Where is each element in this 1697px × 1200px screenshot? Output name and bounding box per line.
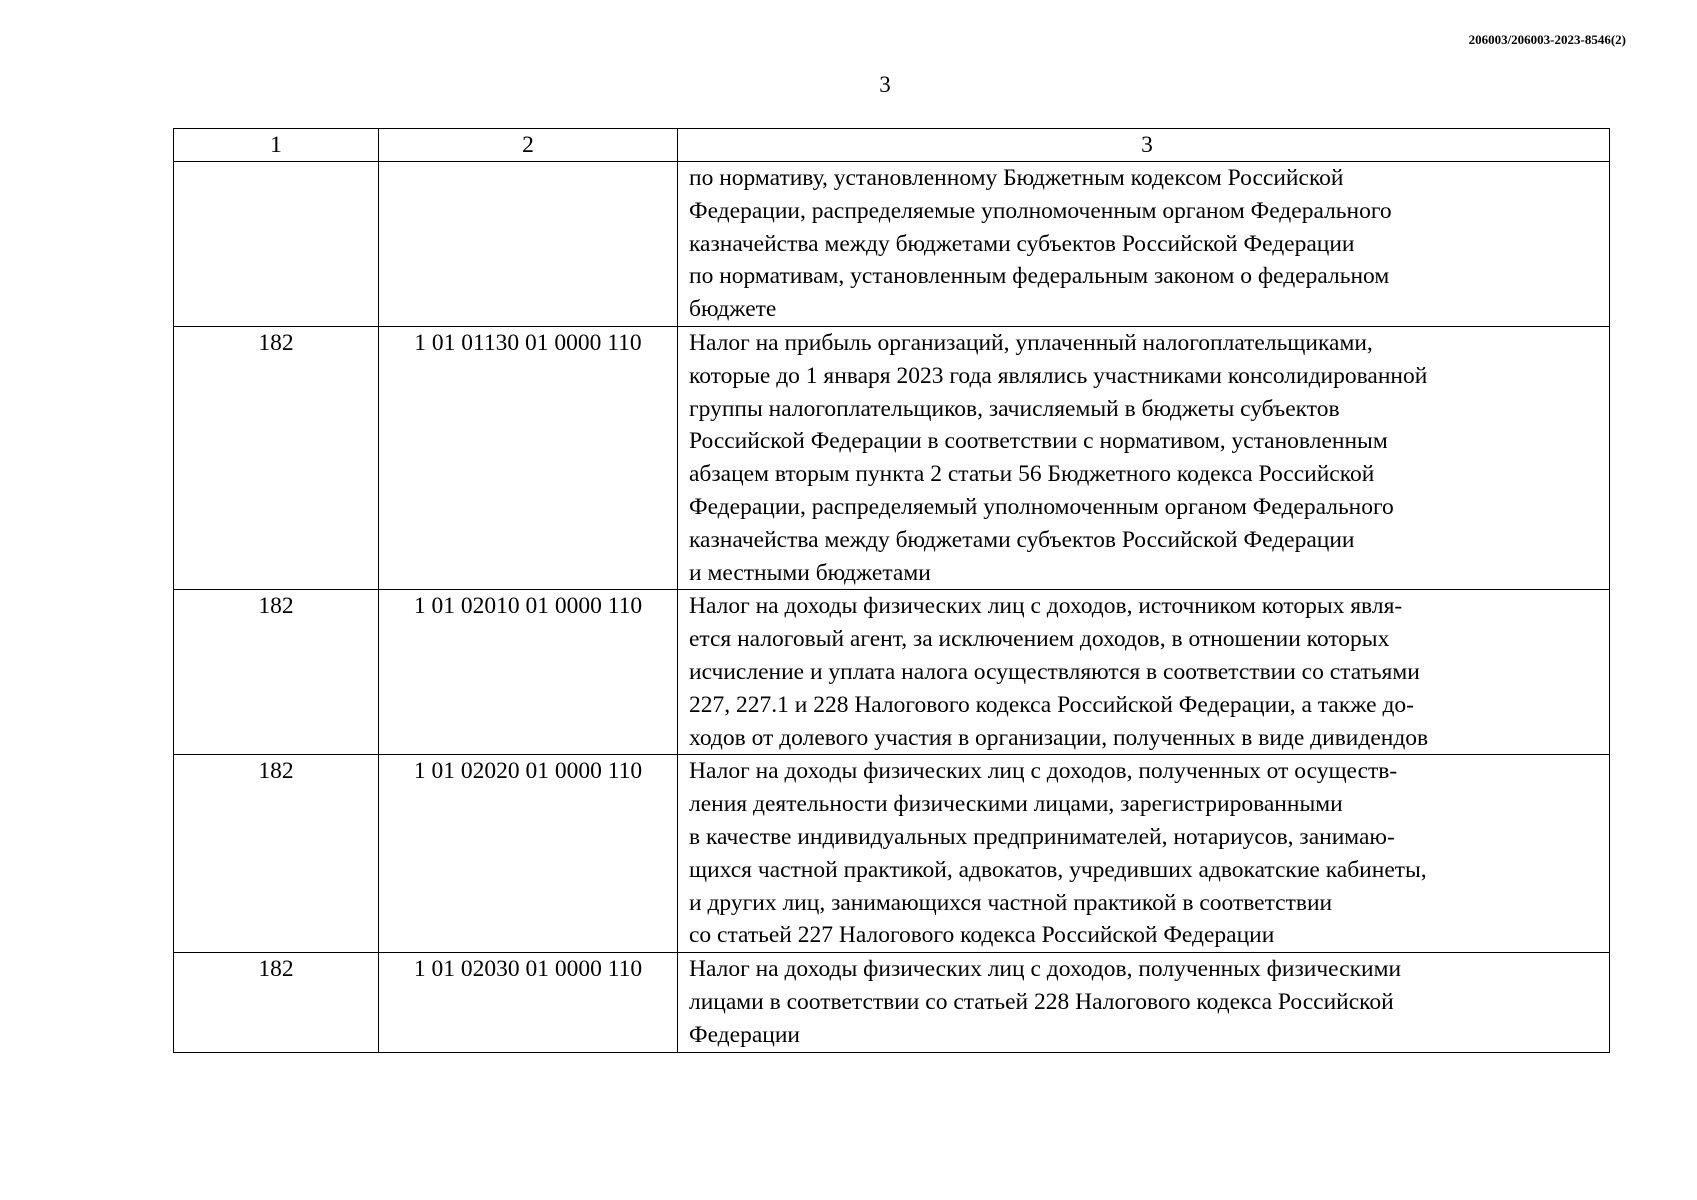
revenue-codes-table — [173, 128, 1610, 1053]
revenue-name-line: абзацем вторым пункта 2 статьи 56 Бюджетного кодекса Российской — [689, 461, 1375, 488]
revenue-name-line: и других лиц, занимающихся частной практикой в соответствии — [689, 889, 1333, 916]
budget-code-cell: 1 01 02030 01 0000 110 — [379, 953, 678, 1052]
admin-code-cell — [174, 162, 379, 327]
budget-code-cell: 1 01 02020 01 0000 110 — [379, 755, 678, 953]
revenue-name-line: ходов от долевого участия в организации, полученных в виде дивидендов — [689, 724, 1429, 751]
revenue-name-line: группы налогоплательщиков, зачисляемый в бюджеты субъектов — [689, 395, 1340, 422]
revenue-name-line: исчисление и уплата налога осуществляются в соответствии со статьями — [689, 658, 1420, 685]
header-cell-1: 1 — [174, 129, 379, 162]
admin-code-cell: 182 — [174, 590, 379, 755]
revenue-name-line: Федерации — [689, 1021, 800, 1048]
revenue-name-cell — [678, 755, 1610, 953]
revenue-name-line: в качестве индивидуальных предпринимателей, нотариусов, занимаю- — [689, 823, 1395, 850]
header-cell-2: 2 — [379, 129, 678, 162]
revenue-name-line: Федерации, распределяемый уполномоченным органом Федерального — [689, 493, 1394, 520]
revenue-name-line: бюджете — [689, 296, 777, 323]
revenue-name-line: Налог на доходы физических лиц с доходов, полученных физическими — [689, 956, 1402, 983]
revenue-name-line: 227, 227.1 и 228 Налогового кодекса Российской Федерации, а также до- — [689, 691, 1415, 718]
table-row — [174, 326, 1610, 589]
budget-code-cell: 1 01 02010 01 0000 110 — [379, 590, 678, 755]
revenue-name-line: щихся частной практикой, адвокатов, учредивших адвокатские кабинеты, — [689, 856, 1427, 883]
admin-code-cell: 182 — [174, 953, 379, 1052]
revenue-name-cell — [678, 590, 1610, 755]
document-id: 206003/206003-2023-8546(2) — [1468, 32, 1626, 47]
revenue-name-line: Федерации, распределяемые уполномоченным органом Федерального — [689, 197, 1392, 224]
revenue-name-cell — [678, 953, 1610, 1052]
table-row — [174, 162, 1610, 327]
revenue-name-line: Налог на доходы физических лиц с доходов, полученных от осуществ- — [689, 758, 1398, 785]
revenue-name-line: ется налоговый агент, за исключением доходов, в отношении которых — [689, 626, 1390, 653]
admin-code-cell: 182 — [174, 755, 379, 953]
header-cell-3: 3 — [678, 129, 1610, 162]
table-row — [174, 953, 1610, 1052]
revenue-name-line: по нормативу, установленному Бюджетным кодексом Российской — [689, 165, 1344, 191]
revenue-name-line: лицами в соответствии со статьей 228 Налогового кодекса Российской — [689, 988, 1394, 1015]
revenue-name-line: казначейства между бюджетами субъектов Российской Федерации — [689, 526, 1355, 553]
table-header-row — [174, 129, 1610, 162]
revenue-name-cell — [678, 326, 1610, 589]
page-number: 3 — [879, 72, 891, 97]
revenue-name-line: ления деятельности физическими лицами, зарегистрированными — [689, 791, 1343, 818]
revenue-name-line: казначейства между бюджетами субъектов Российской Федерации — [689, 230, 1355, 257]
revenue-name-line: Российской Федерации в соответствии с нормативом, установленным — [689, 428, 1388, 455]
revenue-name-line: Налог на прибыль организаций, уплаченный налогоплательщиками, — [689, 329, 1373, 356]
revenue-name-line: по нормативам, установленным федеральным законом о федеральном — [689, 263, 1390, 290]
admin-code-cell: 182 — [174, 326, 379, 589]
revenue-name-line: которые до 1 января 2023 года являлись участниками консолидированной — [689, 362, 1428, 389]
table-row — [174, 590, 1610, 755]
revenue-name-line: и местными бюджетами — [689, 559, 931, 586]
revenue-name-line: со статьей 227 Налогового кодекса Российской Федерации — [689, 922, 1275, 949]
budget-code-cell: 1 01 01130 01 0000 110 — [379, 326, 678, 589]
revenue-name-line: Налог на доходы физических лиц с доходов, источником которых явля- — [689, 593, 1403, 620]
table-row — [174, 755, 1610, 953]
revenue-name-cell — [678, 162, 1610, 327]
budget-code-cell — [379, 162, 678, 327]
